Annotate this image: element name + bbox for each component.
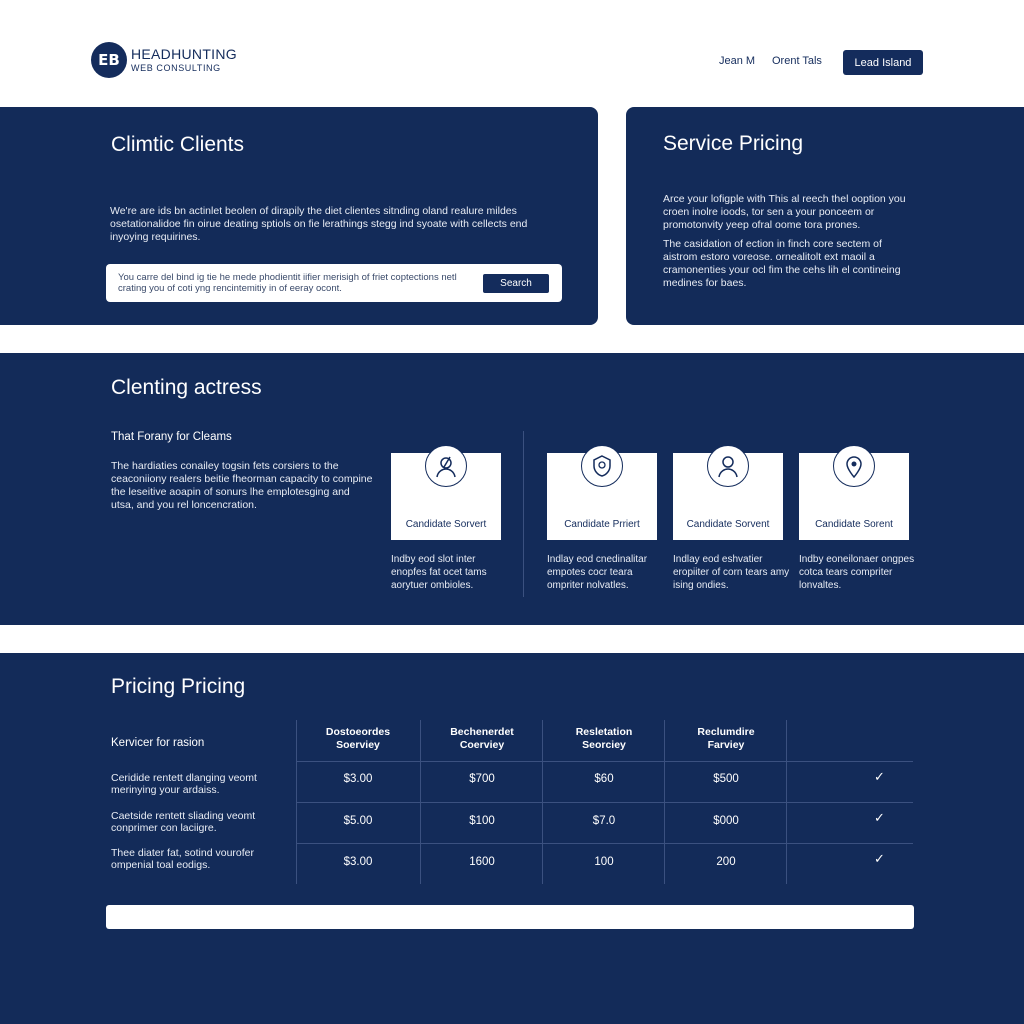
candidate-card-2[interactable]	[547, 453, 657, 540]
column-header-line: Soerviey	[336, 739, 380, 751]
candidate-card-label: Candidate Sorent	[815, 519, 893, 530]
brand-line2: WEB CONSULTING	[131, 63, 221, 73]
pricing-panel	[0, 653, 1024, 1024]
candidate-card-description: Indlay eod cnedinalitar empotes cocr teara ompriter nolvatles.	[547, 554, 648, 591]
bottom-bar[interactable]	[106, 905, 914, 929]
search-input[interactable]: You carre del bind ig tie he mede phodientit iifier merisigh of friet coptections netl crating you of coti yng rencintemitiy in of eeray ocont.	[118, 272, 457, 294]
check-icon: ✓	[874, 770, 885, 785]
search-button[interactable]: Search	[483, 274, 549, 293]
pricing-row-header: Kervicer for rasion	[111, 737, 205, 749]
table-column-header	[420, 726, 544, 752]
service-pricing-title: Service Pricing	[663, 132, 804, 155]
table-cell: 100	[594, 856, 614, 868]
candidate-card-label: Candidate Prriert	[564, 519, 640, 530]
table-cell: 200	[716, 856, 736, 868]
table-cell: 1600	[469, 856, 495, 868]
check-icon: ✓	[874, 811, 885, 826]
user-icon	[707, 445, 749, 487]
column-header-line: Reclumdire	[697, 726, 755, 738]
logo[interactable]	[91, 42, 237, 78]
column-header-line: Farviey	[707, 739, 745, 751]
clients-paragraph: We're are ids bn actinlet beolen of dirapily the diet clientes sitnding oland realure mildes osetationalidoe fin oirue deating sptiols on fie lerathings stegg ind syoate with cellects end inyoying requirines.	[110, 205, 528, 243]
clients-title: Climtic Clients	[111, 133, 245, 156]
table-row-divider	[297, 843, 913, 844]
candidate-card-4[interactable]	[799, 453, 909, 540]
column-header-line: Seorciey	[582, 739, 626, 751]
column-header-line: Bechenerdet	[450, 726, 514, 738]
table-cell: $500	[713, 773, 739, 785]
badge-shield-icon	[581, 445, 623, 487]
table-cell: $7.0	[592, 815, 616, 827]
candidates-title: Clenting actress	[111, 376, 262, 399]
nav-link-1[interactable]: Jean M	[719, 55, 756, 67]
table-cell: $700	[469, 773, 495, 785]
search-box[interactable]	[106, 264, 562, 302]
column-header-line: Dostoeordes	[325, 726, 391, 738]
nav-link-2[interactable]: Orent Tals	[772, 55, 822, 67]
person-edit-icon	[425, 445, 467, 487]
candidate-card-description: Indby eoneilonaer ongpes cotca tears compriter lonvaltes.	[799, 554, 915, 591]
logo-mark-icon: EB	[91, 42, 127, 78]
site-header	[0, 0, 1024, 106]
column-header-line: Coerviey	[459, 739, 505, 751]
check-icon: ✓	[874, 852, 885, 867]
table-cell: $000	[713, 815, 739, 827]
candidates-subtitle: That Forany for Cleams	[111, 431, 232, 443]
candidates-divider	[523, 431, 524, 597]
table-row-label: Thee diater fat, sotind vourofer ompenial toal eodigs.	[111, 847, 254, 871]
table-column-header	[296, 726, 420, 752]
candidate-card-1[interactable]	[391, 453, 501, 540]
table-row-divider	[297, 761, 913, 762]
table-column-header	[542, 726, 666, 752]
table-row-label: Ceridide rentett dlanging veomt merinying your ardaiss.	[111, 772, 257, 796]
candidate-card-description: Indlay eod eshvatier eropiiter of corn tears amy ising ondies.	[673, 554, 790, 591]
table-cell: $60	[594, 773, 614, 785]
pricing-title: Pricing Pricing	[111, 675, 246, 698]
table-cell: $3.00	[343, 773, 373, 785]
table-column-header	[664, 726, 788, 752]
table-cell: $3.00	[343, 856, 373, 868]
column-header-line: Resletation	[575, 726, 633, 738]
table-cell: $5.00	[343, 815, 373, 827]
cta-button[interactable]: Lead Island	[843, 50, 923, 75]
service-pricing-paragraph-1: Arce your lofigple with This al reech thel ooption you croen inolre ioods, tor sen a your ponceem or promotonvity yeep ofral oome tora prones.	[663, 193, 906, 231]
service-pricing-paragraph-2: The casidation of ection in finch core sectem of aistrom estoro voreose. ornealitolt ext maoil a cramonenties your ocl fim the cehs lih el contineing medines for baes.	[663, 238, 901, 289]
candidate-card-label: Candidate Sorvent	[686, 519, 770, 530]
candidate-card-3[interactable]	[673, 453, 783, 540]
candidates-paragraph: The hardiaties conailey togsin fets corsiers to the ceaconiiony realers beitie fheorman capacity to compine the leseitive aoapin of sonurs lhe emplotesging and utsa, and you rel loncencration.	[111, 460, 373, 511]
table-row-divider	[297, 802, 913, 803]
table-cell: $100	[469, 815, 495, 827]
table-row-label: Caetside rentett sliading veomt conprimer con laciigre.	[111, 810, 256, 834]
candidate-card-label: Candidate Sorvert	[405, 519, 487, 530]
brand-line1: HEADHUNTING	[131, 46, 237, 62]
candidate-card-description: Indby eod slot inter enopfes fat ocet tams aorytuer ombioles.	[391, 554, 487, 591]
brand-name	[131, 47, 237, 73]
location-pin-icon	[833, 445, 875, 487]
